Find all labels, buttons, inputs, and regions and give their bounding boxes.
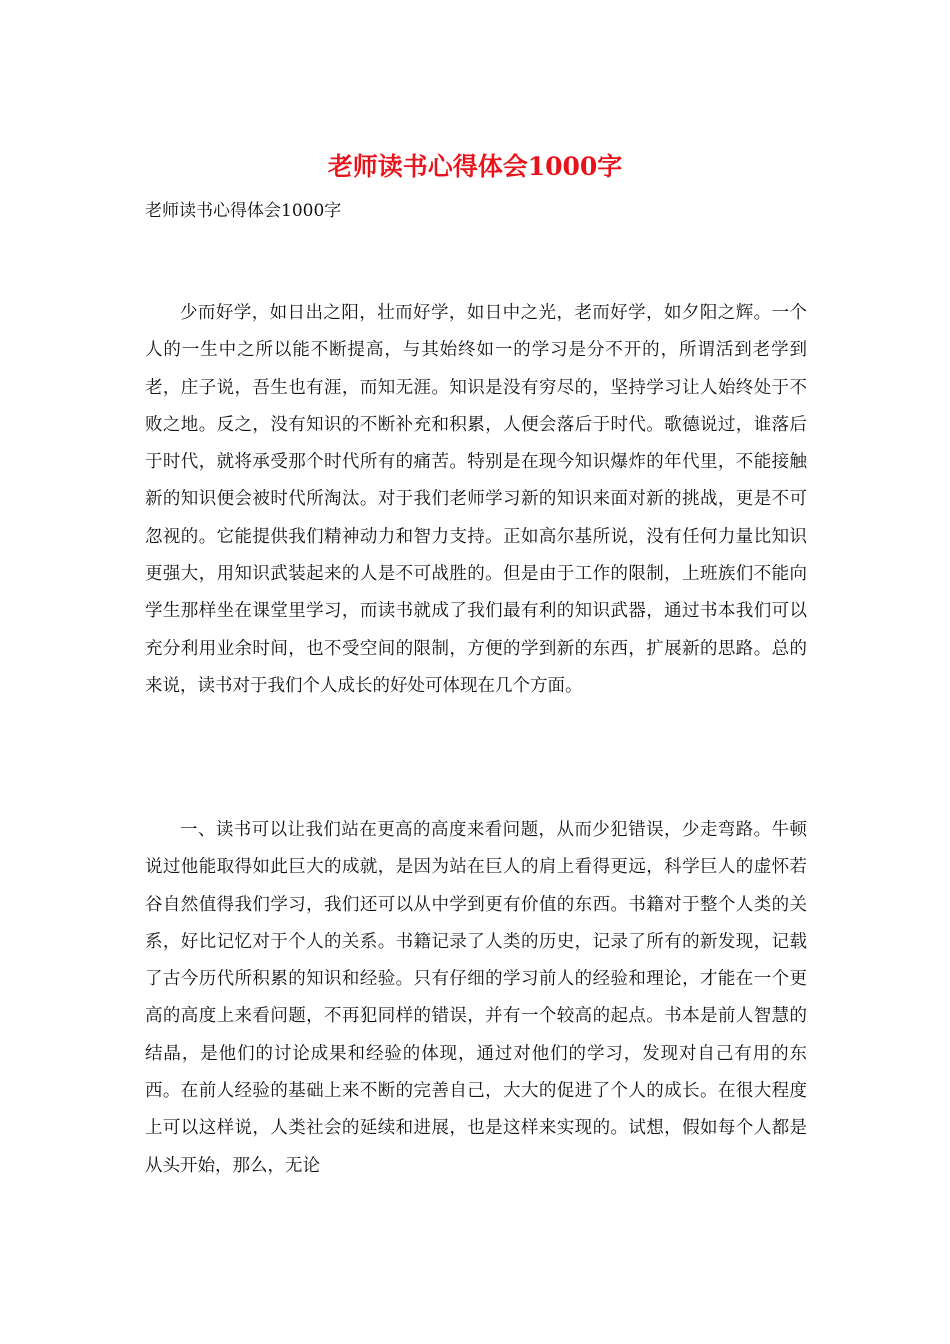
body-paragraph-1: 少而好学，如日出之阳，壮而好学，如日中之光，老而好学，如夕阳之辉。一个人的一生中之所以能不断提高，与其始终如一的学习是分不开的，所谓活到老学到老，庄子说，吾生也有涯，而知无涯。知识是没有穷尽的，坚持学习让人始终处于不败之地。反之，没有知识的不断补充和积累，人便会落后于时代。歌德说过，谁落后于时代，就将承受那个时代所有的痛苦。特别是在现今知识爆炸的年代里，不能接触新的知识便会被时代所淘汰。对于我们老师学习新的知识来面对新的挑战，更是不可忽视的。它能提供我们精神动力和智力支持。正如高尔基所说，没有任何力量比知识更强大，用知识武装起来的人是不可战胜的。但是由于工作的限制，上班族们不能向学生那样坐在课堂里学习，而读书就成了我们最有利的知识武器，通过书本我们可以充分利用业余时间，也不受空间的限制，方便的学到新的东西，扩展新的思路。总的来说，读书对于我们个人成长的好处可体现在几个方面。: [145, 303, 807, 696]
body-paragraph-2: 一、读书可以让我们站在更高的高度来看问题，从而少犯错误，少走弯路。牛顿说过他能取得如此巨大的成就，是因为站在巨人的肩上看得更远，科学巨人的虚怀若谷自然值得我们学习，我们还可以从中学到更有价值的东西。书籍对于整个人类的关系，好比记忆对于个人的关系。书籍记录了人类的历史，记录了所有的新发现，记载了古今历代所积累的知识和经验。只有仔细的学习前人的经验和理论，才能在一个更高的高度上来看问题，不再犯同样的错误，并有一个较高的起点。书本是前人智慧的结晶，是他们的讨论成果和经验的体现，通过对他们的学习，发现对自己有用的东西。在前人经验的基础上来不断的完善自己，大大的促进了个人的成长。在很大程度上可以这样说，人类社会的延续和进展，也是这样来实现的。试想，假如每个人都是从头开始，那么，无论: [145, 820, 807, 1176]
document-title: 老师读书心得体会1000字: [327, 152, 623, 181]
document-subtitle: 老师读书心得体会1000字: [145, 201, 342, 221]
